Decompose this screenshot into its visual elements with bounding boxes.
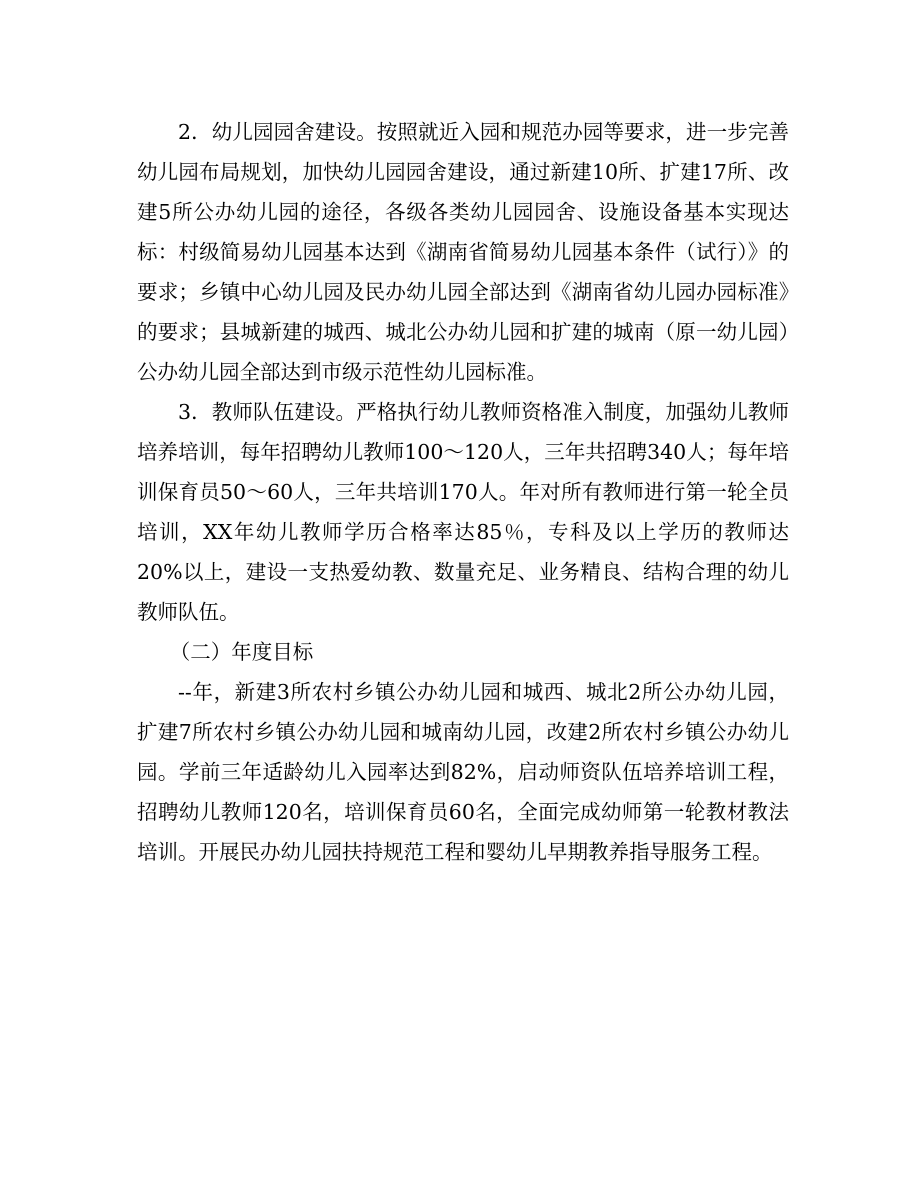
paragraph-teacher-team-building: 3．教师队伍建设。严格执行幼儿教师资格准入制度，加强幼儿教师培养培训，每年招聘幼儿教师100～120人，三年共招聘340人；每年培训保育员50～60人，三年共培训170人。年对所有教师进行第一轮全员培训，XX年幼儿教师学历合格率达85％，专科及以上学历的教师达20%以上，建设一支热爱幼教、数量充足、业务精良、结构合理的幼儿教师队伍。 bbox=[137, 400, 789, 624]
section-heading-annual-goals: （二）年度目标 bbox=[169, 640, 314, 664]
paragraph-annual-goals: --年，新建3所农村乡镇公办幼儿园和城西、城北2所公办幼儿园，扩建7所农村乡镇公办幼儿园和城南幼儿园，改建2所农村乡镇公办幼儿园。学前三年适龄幼儿入园率达到82%，启动师资队伍培养培训工程，招聘幼儿教师120名，培训保育员60名，全面完成幼师第一轮教材教法培训。开展民办幼儿园扶持规范工程和婴幼儿早期教养指导服务工程。 bbox=[137, 680, 789, 864]
document-body bbox=[137, 112, 789, 872]
paragraph-kindergarten-building: 2．幼儿园园舍建设。按照就近入园和规范办园等要求，进一步完善幼儿园布局规划，加快幼儿园园舍建设，通过新建10所、扩建17所、改建5所公办幼儿园的途径，各级各类幼儿园园舍、设施设备基本实现达标：村级简易幼儿园基本达到《湖南省简易幼儿园基本条件（试行）》的要求；乡镇中心幼儿园及民办幼儿园全部达到《湖南省幼儿园办园标准》的要求；县城新建的城西、城北公办幼儿园和扩建的城南（原一幼儿园）公办幼儿园全部达到市级示范性幼儿园标准。 bbox=[137, 120, 789, 384]
